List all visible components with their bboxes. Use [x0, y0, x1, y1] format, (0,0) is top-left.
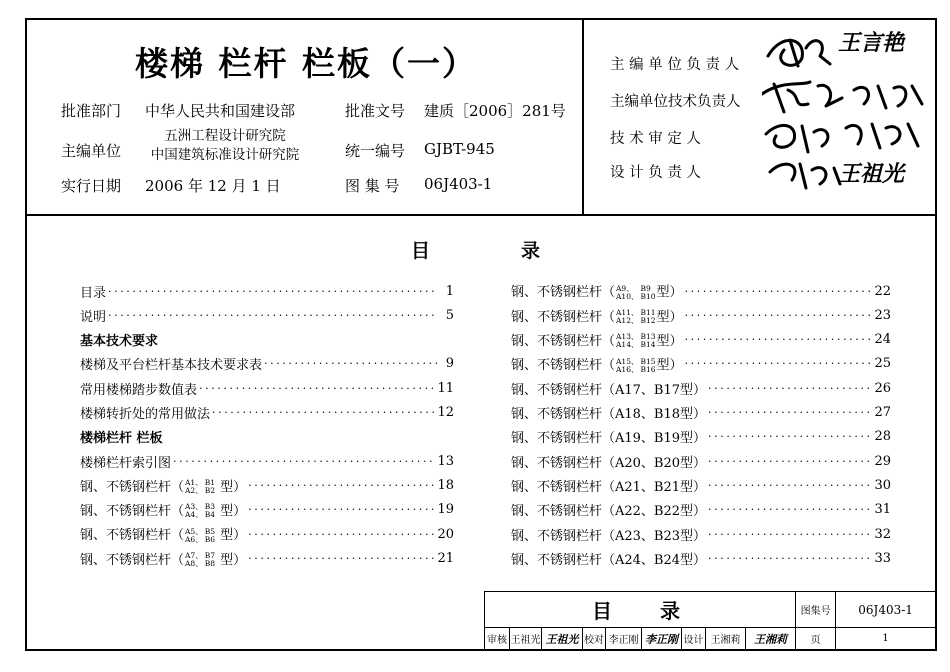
- toc-entry[interactable]: [80, 547, 454, 569]
- toc-entry-label: 说明: [80, 309, 107, 325]
- toc-leader-dots: [685, 333, 873, 346]
- toc-entry[interactable]: [511, 547, 891, 569]
- toc-page-number: 33: [874, 550, 891, 566]
- toc-entry-label: 钢、不锈钢栏杆（A18、B18型）: [511, 407, 707, 422]
- signature-design-head: 王祖光: [838, 161, 905, 187]
- role-chief-unit-head: 主 编 单 位 负 责 人: [610, 57, 740, 73]
- toc-page-number: 9: [445, 356, 454, 372]
- approve-dept-label: 批准部门: [61, 102, 122, 120]
- toc-leader-dots: [685, 309, 873, 322]
- effective-value: 2006 年 12 月 1 日: [145, 177, 281, 195]
- toc-page-number: 5: [445, 307, 454, 323]
- toc-page-number: 20: [437, 526, 454, 542]
- toc-entry[interactable]: [80, 353, 454, 375]
- toc-page-number: 26: [874, 380, 891, 396]
- toc-leader-dots: [248, 528, 435, 541]
- toc-page-number: 18: [437, 477, 454, 493]
- toc-page-number: 23: [874, 307, 891, 323]
- toc-page-number: 24: [874, 332, 891, 348]
- page-value: 1: [836, 628, 936, 650]
- toc-entry-label: 钢、不锈钢栏杆（ A3、 A4、 B3 B4 型）: [80, 502, 247, 520]
- toc-entry-label: 楼梯及平台栏杆基本技术要求表: [80, 358, 263, 374]
- toc-entry-label: 钢、不锈钢栏杆（A20、B20型）: [511, 455, 707, 471]
- toc-leader-dots: [248, 552, 435, 565]
- toc-entry[interactable]: [80, 329, 454, 351]
- page-label: 页: [796, 628, 836, 650]
- toc-entry[interactable]: [511, 402, 891, 424]
- toc-entry[interactable]: [80, 499, 454, 521]
- toc-entry-label: 钢、不锈钢栏杆（ A5、 A6、 B5 B6 型）: [80, 526, 247, 544]
- toc-leader-dots: [708, 382, 872, 395]
- check-label: 校对: [583, 628, 606, 650]
- signature-chief-unit-head: 王言艳: [838, 30, 905, 56]
- toc-entry-label: 钢、不锈钢栏杆（A23、B23型）: [511, 528, 707, 544]
- toc-page-number: 32: [874, 526, 891, 542]
- design-name: 王湘莉: [706, 628, 746, 650]
- toc-entry-label: 钢、不锈钢栏杆（ A9、 A10、 B9 B10 型）: [511, 283, 683, 301]
- toc-entry[interactable]: [511, 377, 891, 399]
- check-name: 李正刚: [606, 628, 642, 650]
- toc-leader-dots: [212, 406, 435, 419]
- toc-entry[interactable]: [511, 523, 891, 545]
- atlas-no-cell-label: 图集号: [796, 592, 836, 628]
- toc-entry-label: 楼梯栏杆 栏板: [80, 431, 163, 447]
- toc-entry-label: 钢、不锈钢栏杆（ A11、 A12、 B11 B12 型）: [511, 308, 683, 326]
- role-tech-head: 主编单位技术负责人: [610, 94, 741, 110]
- approve-doc-label: 批准文号: [345, 102, 406, 120]
- toc-entry[interactable]: [80, 474, 454, 496]
- toc-entry-label: 常用楼梯踏步数值表: [80, 382, 198, 398]
- design-signature: 王湘莉: [746, 628, 796, 650]
- toc-entry[interactable]: [80, 280, 454, 302]
- title-block: [484, 591, 935, 649]
- toc-page-number: 21: [437, 550, 454, 566]
- toc-page-number: 25: [874, 356, 891, 372]
- toc-leader-dots: [108, 285, 438, 298]
- toc-leader-dots: [199, 382, 435, 395]
- toc-page-number: 31: [874, 502, 891, 518]
- toc-entry-label: 目录: [80, 285, 107, 301]
- review-name: 王祖光: [510, 628, 542, 650]
- review-signature: 王祖光: [542, 628, 583, 650]
- toc-page-number: 28: [874, 429, 891, 445]
- unified-no-value: GJBT-945: [424, 140, 495, 158]
- toc-leader-dots: [248, 503, 435, 516]
- toc-leader-dots: [708, 503, 872, 516]
- design-label: 设计: [682, 628, 706, 650]
- toc-entry[interactable]: [80, 402, 454, 424]
- atlas-no-label: 图 集 号: [345, 177, 400, 195]
- toc-entry-label: 钢、不锈钢栏杆（ A7、 A8、 B7 B8 型）: [80, 551, 247, 569]
- toc-entry[interactable]: [80, 377, 454, 399]
- toc-entry[interactable]: [511, 474, 891, 496]
- toc-page-number: 27: [874, 405, 891, 420]
- chief-editor-value-1: 五洲工程设计研究院: [164, 128, 286, 144]
- toc-entry-label: 钢、不锈钢栏杆（A17、B17型）: [511, 382, 707, 398]
- toc-entry-label: 钢、不锈钢栏杆（A21、B21型）: [511, 479, 707, 495]
- toc-page-number: 30: [874, 477, 891, 493]
- header-divider: [25, 214, 937, 216]
- toc-entry[interactable]: [511, 426, 891, 448]
- toc-entry-label: 楼梯转折处的常用做法: [80, 407, 211, 422]
- toc-entry[interactable]: [80, 523, 454, 545]
- toc-page-number: 1: [445, 283, 454, 299]
- toc-leader-dots: [708, 552, 872, 565]
- approve-doc-value: 建质［2006］281号: [424, 102, 566, 120]
- toc-entry-label: 基本技术要求: [80, 334, 159, 350]
- toc-leader-dots: [248, 479, 435, 492]
- toc-page-number: 13: [437, 453, 454, 469]
- toc-entry[interactable]: [511, 353, 891, 375]
- toc-entry-label: 钢、不锈钢栏杆（A22、B22型）: [511, 504, 707, 520]
- toc-entry[interactable]: [511, 329, 891, 351]
- atlas-title: 楼梯 栏杆 栏板（一）: [135, 44, 477, 83]
- toc-leader-dots: [264, 357, 438, 370]
- toc-entry[interactable]: [80, 450, 454, 472]
- toc-leader-dots: [173, 455, 435, 468]
- toc-entry[interactable]: [511, 450, 891, 472]
- toc-page-number: 22: [874, 283, 891, 299]
- sheet-title: 目录: [485, 592, 796, 628]
- contents-heading-left: 目: [411, 240, 431, 262]
- toc-leader-dots: [708, 528, 872, 541]
- toc-page-number: 19: [437, 502, 454, 518]
- atlas-no-cell-value: 06J403-1: [836, 592, 936, 628]
- toc-entry[interactable]: [80, 304, 454, 326]
- role-design-head: 设 计 负 责 人: [610, 165, 701, 181]
- toc-entry-label: 钢、不锈钢栏杆（ A1、 A2、 B1 B2 型）: [80, 478, 247, 496]
- toc-leader-dots: [708, 430, 872, 443]
- check-signature: 李正刚: [642, 628, 682, 650]
- contents-heading-right: 录: [521, 240, 541, 262]
- unified-no-label: 统一编号: [345, 142, 406, 160]
- header-vertical-divider: [582, 18, 584, 215]
- toc-entry[interactable]: [80, 426, 454, 448]
- chief-editor-value-2: 中国建筑标准设计研究院: [150, 147, 300, 163]
- toc-entry-label: 楼梯栏杆索引图: [80, 455, 172, 471]
- review-label: 审核: [485, 628, 510, 650]
- atlas-no-value: 06J403-1: [424, 175, 493, 193]
- toc-leader-dots: [685, 357, 873, 370]
- chief-editor-label: 主编单位: [61, 142, 122, 160]
- toc-leader-dots: [708, 406, 872, 419]
- toc-leader-dots: [108, 309, 438, 322]
- toc-entry-label: 钢、不锈钢栏杆（ A15、 A16、 B15 B16 型）: [511, 356, 683, 374]
- toc-page-number: 12: [437, 405, 454, 420]
- toc-leader-dots: [708, 479, 872, 492]
- toc-entry[interactable]: [511, 304, 891, 326]
- approve-dept-value: 中华人民共和国建设部: [145, 102, 296, 120]
- toc-leader-dots: [708, 455, 872, 468]
- effective-label: 实行日期: [61, 177, 122, 195]
- toc-page-number: 29: [874, 453, 891, 469]
- toc-leader-dots: [685, 285, 873, 298]
- toc-entry-label: 钢、不锈钢栏杆（A24、B24型）: [511, 552, 707, 568]
- toc-page-number: 11: [437, 380, 454, 396]
- toc-entry-label: 钢、不锈钢栏杆（A19、B19型）: [511, 431, 707, 447]
- role-technical-approver: 技 术 审 定 人: [610, 131, 701, 147]
- toc-entry-label: 钢、不锈钢栏杆（ A13、 A14、 B13 B14 型）: [511, 332, 683, 350]
- toc-entry[interactable]: [511, 499, 891, 521]
- toc-entry[interactable]: [511, 280, 891, 302]
